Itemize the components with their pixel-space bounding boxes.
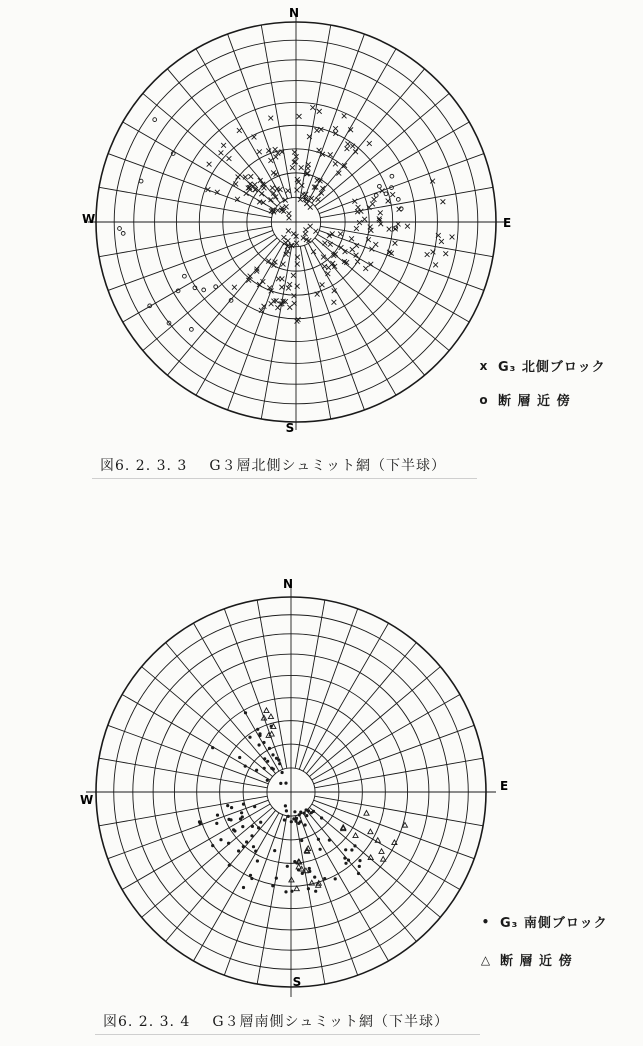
circle-marker	[396, 198, 400, 202]
caption-number: 図6. 2. 3. 4	[103, 1014, 191, 1030]
dot-marker	[244, 711, 247, 714]
dot-marker	[242, 886, 245, 889]
dot-marker	[251, 825, 254, 828]
dot-marker	[286, 865, 289, 868]
x-marker	[308, 205, 313, 210]
dot-marker	[284, 782, 287, 785]
dot-marker	[275, 877, 278, 880]
net-radial-line	[99, 187, 272, 217]
x-marker	[262, 185, 267, 190]
x-marker	[338, 232, 343, 237]
dot-marker	[283, 818, 286, 821]
dot-marker	[277, 759, 280, 762]
net-radial-line	[299, 815, 357, 976]
dot-marker	[308, 867, 311, 870]
legend-label: 断 層 近 傍	[500, 954, 573, 969]
net-radial-line	[108, 800, 269, 858]
dot-marker	[226, 804, 229, 807]
dot-marker	[257, 826, 260, 829]
caption-number: 図6. 2. 3. 3	[100, 458, 188, 474]
circle-marker	[384, 192, 388, 196]
circle-marker	[118, 227, 122, 231]
dot-marker	[211, 746, 214, 749]
x-marker	[356, 205, 361, 210]
dot-marker	[248, 736, 251, 739]
net-radial-line	[99, 758, 267, 788]
dot-marker	[266, 779, 269, 782]
dot-marker	[241, 825, 244, 828]
net-radial-line	[312, 804, 460, 889]
x-marker	[259, 191, 264, 196]
dot-marker	[242, 803, 245, 806]
x-marker	[353, 149, 358, 154]
x-marker	[295, 284, 300, 289]
x-marker	[275, 305, 280, 310]
dot-marker	[263, 767, 266, 770]
x-marker	[281, 262, 286, 267]
x-marker	[332, 300, 337, 305]
circle-marker	[374, 194, 378, 198]
x-marker	[233, 182, 238, 187]
dot-marker	[293, 860, 296, 863]
caption-underline	[92, 478, 477, 479]
dot-marker	[241, 815, 244, 818]
dot-marker	[278, 762, 281, 765]
triangle-marker	[294, 886, 299, 891]
direction-east: E	[500, 779, 509, 793]
x-marker	[237, 128, 242, 133]
x-marker	[287, 216, 292, 221]
x-marker	[232, 285, 237, 290]
x-marker	[227, 156, 232, 161]
pole-scatter	[118, 105, 455, 331]
dot-marker	[250, 834, 253, 837]
x-marker	[243, 175, 248, 180]
x-marker	[350, 247, 355, 252]
x-marker	[287, 305, 292, 310]
dot-marker	[344, 848, 347, 851]
dot-marker	[293, 810, 296, 813]
dot-marker	[237, 849, 240, 852]
x-marker	[286, 228, 291, 233]
dot-marker	[281, 771, 284, 774]
net-radial-line	[142, 807, 273, 917]
dot-marker	[299, 811, 302, 814]
x-marker	[320, 282, 325, 287]
x-marker	[405, 224, 410, 229]
x-marker	[248, 274, 253, 279]
legend-item-south-block	[480, 912, 608, 931]
dot-marker	[271, 753, 274, 756]
dot-marker	[242, 845, 245, 848]
net-radial-line	[108, 725, 269, 783]
x-marker	[390, 192, 395, 197]
x-marker	[328, 152, 333, 157]
x-marker	[281, 235, 286, 240]
dot-marker	[263, 757, 266, 760]
legend-label: G₃ 南側ブロック	[500, 916, 608, 931]
circle-marker	[183, 274, 187, 278]
net-radial-line	[99, 796, 267, 826]
circle-marker	[390, 174, 394, 178]
dot-marker	[262, 741, 265, 744]
dot-marker	[344, 862, 347, 865]
dot-marker	[279, 782, 282, 785]
schmidt-net-north	[0, 0, 643, 500]
x-marker	[443, 251, 448, 256]
x-marker	[342, 114, 347, 119]
x-marker	[287, 282, 292, 287]
x-marker	[279, 285, 284, 290]
x-marker	[207, 162, 212, 167]
x-marker	[286, 286, 291, 291]
dot-marker	[256, 859, 259, 862]
net-radial-line	[314, 725, 475, 783]
dot-marker	[305, 808, 308, 811]
net-radial-line	[315, 796, 483, 826]
x-marker	[286, 211, 291, 216]
circle-marker	[121, 232, 125, 236]
x-marker	[311, 249, 316, 254]
net-radial-line	[314, 800, 475, 858]
dot-marker	[350, 848, 353, 851]
triangle-marker	[381, 856, 386, 861]
dot-marker	[317, 838, 320, 841]
x-marker	[236, 175, 241, 180]
x-marker	[349, 236, 354, 241]
x-marker	[345, 146, 350, 151]
net-radial-line	[108, 154, 273, 214]
triangle-marker	[353, 833, 358, 838]
net-radial-line	[122, 695, 270, 780]
direction-north: N	[288, 6, 300, 20]
net-radial-line	[309, 667, 440, 777]
triangle-marker	[264, 708, 269, 713]
dot-marker	[271, 884, 274, 887]
x-marker-icon: x	[479, 358, 489, 373]
circle-marker	[190, 328, 194, 332]
figure-caption	[100, 455, 446, 475]
x-marker	[290, 165, 295, 170]
x-marker	[313, 229, 318, 234]
net-radial-line	[320, 226, 493, 256]
dot-marker	[254, 850, 257, 853]
dot-marker	[358, 865, 361, 868]
net-radial-line	[303, 623, 388, 771]
legend-label: G₃ 北側ブロック	[498, 360, 606, 375]
dot-marker	[310, 811, 313, 814]
x-marker	[425, 252, 430, 257]
x-marker	[439, 239, 444, 244]
circle-marker	[153, 118, 157, 122]
x-marker	[373, 242, 378, 247]
net-radial-line	[317, 234, 469, 322]
x-marker	[367, 141, 372, 146]
net-radial-line	[224, 609, 282, 770]
x-marker	[441, 199, 446, 204]
net-radial-line	[306, 810, 416, 941]
x-marker	[297, 114, 302, 119]
dot-marker	[297, 822, 300, 825]
x-marker	[257, 149, 262, 154]
x-marker	[369, 228, 374, 233]
dot-marker	[250, 877, 253, 880]
x-marker	[387, 227, 392, 232]
x-marker	[322, 264, 327, 269]
caption-underline	[95, 1034, 480, 1035]
net-radial-line	[317, 122, 469, 210]
net-radial-line	[312, 69, 425, 203]
legend-item-fault-vicinity	[478, 390, 571, 409]
net-radial-line	[257, 816, 287, 984]
x-marker	[368, 225, 373, 230]
dot-marker	[295, 817, 298, 820]
x-marker	[357, 220, 362, 225]
net-radial-line	[304, 245, 364, 410]
dot-marker	[284, 804, 287, 807]
x-marker	[306, 162, 311, 167]
net-radial-line	[196, 49, 284, 201]
dot-marker	[256, 728, 259, 731]
dot-marker	[305, 814, 308, 817]
dot-marker	[323, 877, 326, 880]
dot-marker	[240, 811, 243, 814]
x-marker	[354, 226, 359, 231]
net-radial-line	[99, 226, 272, 256]
x-marker	[274, 172, 279, 177]
x-marker	[291, 273, 296, 278]
dot-marker	[290, 820, 293, 823]
direction-south: S	[292, 975, 302, 989]
dot-marker	[272, 768, 275, 771]
net-radial-line	[304, 34, 364, 199]
x-marker	[294, 241, 299, 246]
net-radial-line	[194, 623, 279, 771]
x-marker	[310, 105, 315, 110]
x-marker	[450, 235, 455, 240]
direction-east: E	[503, 216, 512, 230]
dot-marker	[266, 760, 269, 763]
pole-scatter	[198, 708, 408, 894]
dot-marker	[304, 823, 307, 826]
x-marker	[363, 266, 368, 271]
dot-marker	[357, 872, 360, 875]
dot-marker	[211, 844, 214, 847]
dot-marker	[230, 806, 233, 809]
x-marker	[378, 210, 383, 215]
x-marker	[326, 265, 331, 270]
net-radial-line	[143, 238, 277, 351]
dot-marker	[320, 816, 323, 819]
dot-marker	[300, 839, 303, 842]
x-marker	[308, 224, 313, 229]
net-radial-line	[309, 807, 440, 917]
legend-item-fault-vicinity	[480, 950, 573, 969]
dot-marker	[347, 859, 350, 862]
x-marker	[275, 208, 280, 213]
x-marker	[322, 241, 327, 246]
dot-marker	[285, 809, 288, 812]
net-radial-line	[257, 600, 287, 768]
net-radial-line	[194, 813, 279, 961]
net-radial-line	[167, 69, 280, 203]
x-marker	[370, 202, 375, 207]
dot-marker	[219, 838, 222, 841]
circle-marker	[214, 285, 218, 289]
legend-item-north-block	[478, 356, 606, 375]
net-radial-line	[108, 230, 273, 290]
x-marker	[219, 150, 224, 155]
net-radial-line	[299, 609, 357, 770]
triangle-marker	[368, 829, 373, 834]
x-marker	[333, 126, 338, 131]
figure-caption	[103, 1011, 449, 1031]
x-marker	[380, 188, 385, 193]
x-marker	[393, 241, 398, 246]
dot-marker	[198, 820, 201, 823]
net-radial-line	[306, 643, 416, 774]
net-radial-line	[166, 643, 276, 774]
net-radial-line	[122, 804, 270, 889]
legend-label: 断 層 近 傍	[498, 394, 571, 409]
circle-marker	[202, 288, 206, 292]
net-radial-line	[295, 816, 325, 984]
net-radial-line	[315, 758, 483, 788]
dot-marker	[244, 765, 247, 768]
net-radial-line	[224, 815, 282, 976]
triangle-marker	[379, 849, 384, 854]
caption-title: G３層北側シュミット網（下半球）	[209, 458, 446, 474]
x-marker	[295, 188, 300, 193]
x-marker	[328, 242, 333, 247]
net-radial-line	[308, 49, 396, 201]
dot-marker	[319, 848, 322, 851]
dot-marker	[313, 876, 316, 879]
dot-marker	[358, 859, 361, 862]
net-radial-line	[196, 243, 284, 395]
triangle-marker	[364, 810, 369, 815]
dot-marker	[343, 857, 346, 860]
net-radial-line	[320, 187, 493, 217]
dot-marker	[258, 743, 261, 746]
dot-marker	[258, 734, 261, 737]
x-marker	[350, 144, 355, 149]
x-marker	[291, 231, 296, 236]
dot-marker	[353, 844, 356, 847]
x-marker	[248, 174, 253, 179]
x-marker	[276, 276, 281, 281]
dot-marker	[227, 818, 230, 821]
x-marker	[299, 165, 304, 170]
x-marker	[270, 186, 275, 191]
circle-marker	[378, 184, 382, 188]
dot-marker	[284, 890, 287, 893]
x-marker	[252, 182, 257, 187]
dot-marker	[303, 812, 306, 815]
x-marker	[316, 197, 321, 202]
x-marker	[317, 109, 322, 114]
x-marker	[215, 190, 220, 195]
net-grid	[86, 587, 496, 997]
dot-marker	[259, 821, 262, 824]
x-marker	[389, 251, 394, 256]
x-marker	[315, 128, 320, 133]
x-marker	[433, 262, 438, 267]
triangle-marker-icon: △	[480, 952, 492, 967]
direction-west: W	[80, 793, 94, 807]
dot-marker	[249, 874, 252, 877]
net-radial-line	[228, 34, 288, 199]
dot-marker	[307, 887, 310, 890]
x-marker	[273, 147, 278, 152]
net-radial-line	[308, 243, 396, 395]
circle-marker	[139, 179, 143, 183]
figure-south-block	[0, 520, 643, 1046]
x-marker	[386, 199, 391, 204]
net-radial-line	[312, 695, 460, 780]
dot-marker	[273, 849, 276, 852]
net-radial-line	[261, 246, 291, 419]
x-marker	[372, 197, 377, 202]
x-marker	[362, 217, 367, 222]
net-radial-line	[315, 93, 449, 206]
dot-marker	[228, 864, 231, 867]
dot-marker	[215, 822, 218, 825]
x-marker	[221, 143, 226, 148]
dot-marker	[252, 845, 255, 848]
dot-marker	[238, 756, 241, 759]
net-radial-line	[295, 600, 325, 768]
net-grid	[88, 14, 504, 430]
net-radial-line	[142, 667, 273, 777]
x-marker	[345, 142, 350, 147]
x-marker	[286, 188, 291, 193]
dot-marker	[233, 829, 236, 832]
dot-marker	[255, 769, 258, 772]
x-marker	[268, 158, 273, 163]
dot-marker	[334, 877, 337, 880]
circle-marker-icon: o	[479, 392, 489, 407]
x-marker	[355, 259, 360, 264]
dot-marker-icon: •	[481, 914, 491, 929]
direction-north: N	[282, 577, 294, 591]
x-marker	[284, 204, 289, 209]
dot-marker	[216, 814, 219, 817]
direction-south: S	[285, 421, 295, 435]
net-radial-line	[312, 241, 425, 375]
dot-marker	[287, 815, 290, 818]
dot-marker	[227, 842, 230, 845]
x-marker	[268, 116, 273, 121]
dot-marker	[298, 813, 301, 816]
figure-north-block	[0, 0, 643, 500]
dot-marker	[314, 890, 317, 893]
x-marker	[333, 161, 338, 166]
direction-west: W	[82, 212, 96, 226]
dot-marker	[268, 747, 271, 750]
dot-marker	[328, 839, 331, 842]
dot-marker	[245, 840, 248, 843]
triangle-marker	[296, 864, 301, 869]
dot-marker	[253, 805, 256, 808]
net-radial-line	[319, 154, 484, 214]
caption-title: G３層南側シュミット網（下半球）	[212, 1014, 449, 1030]
dot-marker	[290, 890, 293, 893]
net-radial-line	[261, 25, 291, 198]
triangle-marker	[268, 714, 273, 719]
net-radial-line	[166, 810, 276, 941]
